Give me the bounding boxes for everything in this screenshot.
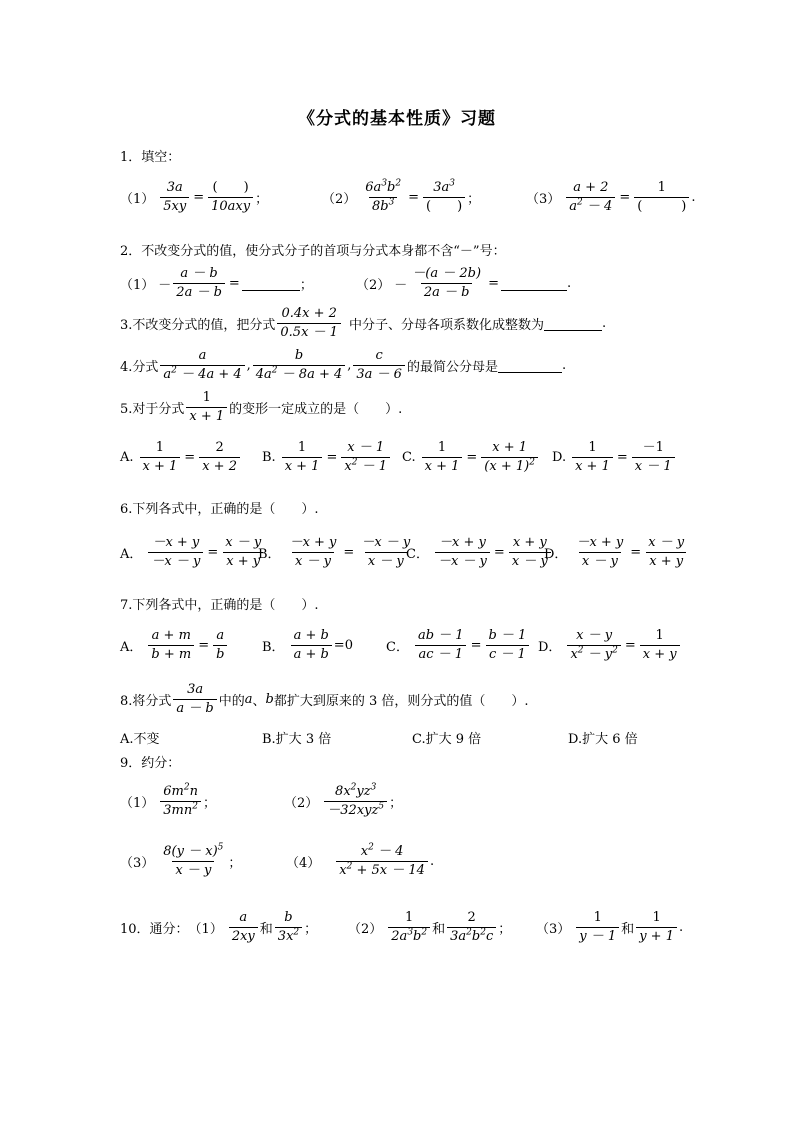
numerator: a [239, 910, 248, 925]
fraction [632, 440, 675, 475]
punctuation: ； [467, 192, 481, 207]
denominator: 3a － 6 [353, 365, 405, 383]
numerator: －x + y [576, 535, 624, 550]
q9-p2-label: （2） [284, 796, 319, 811]
q9-part1 [120, 784, 216, 819]
fraction [253, 348, 345, 383]
equals-sign: = [207, 545, 219, 560]
denominator: y － 1 [576, 927, 619, 945]
fraction [447, 910, 496, 945]
denominator: b + m [148, 645, 194, 663]
punctuation: ； [299, 278, 313, 293]
equals-sign: = [493, 545, 505, 560]
numerator: 1 [297, 440, 307, 455]
equals-sign: = [343, 545, 355, 560]
option-label: C. [402, 450, 416, 465]
option-label: A． [120, 547, 143, 562]
q9-p4-label: （4） [286, 856, 321, 871]
punctuation: . [566, 276, 572, 291]
fraction [409, 266, 484, 301]
denominator: a － b [173, 699, 216, 717]
numerator: a + b [293, 628, 329, 643]
fraction [199, 440, 240, 475]
numerator: 1 [588, 440, 597, 455]
punctuation: ； [228, 856, 242, 871]
q2-p2-label: （2） [356, 278, 391, 293]
numerator: x － 1 [347, 440, 385, 455]
fraction [277, 306, 341, 341]
numerator: 3a [166, 180, 183, 195]
fraction [422, 440, 463, 475]
fraction [160, 180, 189, 215]
q2-p1-label: （1） [120, 278, 155, 293]
q8-option-d[interactable]: D.扩大 6 倍 [568, 732, 638, 747]
denominator: x － 1 [632, 457, 675, 475]
separator: 、 [252, 694, 266, 709]
denominator: x + y [223, 552, 263, 570]
denominator: ac － 1 [415, 645, 466, 663]
fraction [481, 440, 538, 475]
fraction [566, 180, 615, 215]
punctuation: ； [255, 192, 269, 207]
numerator: a + m [151, 628, 191, 643]
q1-p1-label: （1） [120, 192, 155, 207]
q8-text: 8.将分式 [120, 694, 172, 709]
q10 [120, 910, 317, 945]
denominator: $x^2 - y^2$ [567, 645, 620, 663]
fraction [634, 180, 689, 215]
q5-option-d[interactable] [552, 440, 677, 475]
fraction [291, 628, 332, 663]
denominator: x + y [640, 645, 680, 663]
fraction [275, 910, 302, 945]
numerator: －x + y [152, 535, 200, 550]
variable-b: b [265, 692, 274, 707]
numerator: －x + y [289, 535, 337, 550]
option-label: D. [552, 450, 567, 465]
q5-stem [120, 390, 402, 425]
q10-part2 [348, 910, 511, 945]
fraction [636, 910, 677, 945]
equals-sign: = [466, 450, 478, 465]
denominator-blank: ( ) [634, 197, 689, 215]
q6-option-a[interactable] [120, 535, 266, 570]
fraction [362, 180, 404, 215]
fraction [148, 628, 194, 663]
denominator: x － y [509, 552, 551, 570]
numerator: 1 [155, 440, 165, 455]
denominator: x － y [172, 861, 214, 879]
q6-option-d[interactable] [544, 535, 689, 570]
numerator: 2 [215, 440, 224, 455]
option-label: D． [544, 547, 568, 562]
q6-option-c[interactable] [406, 535, 553, 570]
denominator: x + 1 [140, 457, 181, 475]
numerator-base: 3a [433, 180, 450, 195]
numerator-blank: ( ) [212, 180, 249, 195]
option-label: B. [262, 450, 276, 465]
numerator: 1 [652, 910, 661, 925]
denominator: y + 1 [636, 927, 677, 945]
q10-p2-label: （2） [348, 922, 383, 937]
q3 [120, 306, 606, 341]
fraction [341, 440, 390, 475]
q4-text: 4.分式 [120, 360, 159, 375]
punctuation: ； [203, 796, 217, 811]
denominator-base: x [344, 459, 352, 474]
q5-text: 的变形一定成立的是（ ）. [229, 402, 403, 417]
denominator: x － y [579, 552, 621, 570]
numerator: $8x^2yz^3$ [335, 782, 377, 799]
q7-option-d[interactable] [538, 628, 682, 663]
answer-blank[interactable] [544, 316, 602, 331]
numerator: 1 [655, 628, 664, 643]
punctuation: ； [304, 922, 318, 937]
q1-part3 [526, 180, 696, 215]
fraction [567, 628, 620, 663]
fraction [353, 348, 405, 383]
fraction [287, 535, 340, 570]
denominator: 10axy [208, 197, 253, 215]
equals-sign: = [470, 638, 482, 653]
numerator: $6a^3b^2$ [365, 178, 402, 195]
denominator: $a^2 - 4$ [566, 197, 615, 215]
q6-stem: 6.下列各式中，正确的是（ ）. [120, 502, 319, 517]
equals-sign: = [630, 545, 642, 560]
equals-sign: = [193, 190, 205, 205]
minus-sign: － [394, 278, 408, 293]
denominator: $2a^3b^2$ [388, 927, 430, 945]
equals-sign: = [616, 450, 628, 465]
q7-option-c[interactable] [386, 628, 531, 663]
q1-p3-label: （3） [526, 192, 561, 207]
fraction [336, 844, 428, 879]
denominator: 0.5x － 1 [277, 323, 341, 341]
fraction [324, 784, 387, 819]
answer-blank[interactable] [498, 358, 562, 373]
page-title: 《分式的基本性质》习题 [298, 109, 496, 129]
denominator: a + b [291, 645, 332, 663]
q8-stem [120, 682, 529, 717]
denominator: x － y [292, 552, 334, 570]
q2-stem: 2．不改变分式的值，使分式分子的首项与分式本身都不含“－”号： [120, 244, 506, 259]
numerator: b [284, 910, 293, 925]
q6-option-b[interactable] [258, 535, 415, 570]
denominator: $x^2 + 5x - 14$ [336, 861, 428, 879]
numerator: －(a － 2b) [412, 266, 482, 281]
option-label: C． [406, 547, 429, 562]
numerator: 1 [593, 910, 602, 925]
fraction [160, 844, 226, 879]
fraction [645, 535, 687, 570]
fraction [148, 535, 203, 570]
conjunction: 和 [621, 922, 635, 937]
conjunction: 和 [432, 922, 446, 937]
fraction [160, 348, 244, 383]
numerator: b － 1 [488, 628, 527, 643]
q10-p1-label: （1） [188, 922, 223, 937]
equals-sign: = [488, 276, 499, 291]
numerator: 3a [187, 682, 204, 697]
numerator: $6m^2n$ [163, 782, 198, 799]
q2-part2 [356, 266, 571, 301]
denominator: －x － y [435, 552, 490, 570]
q8-text: 都扩大到原来的 3 倍，则分式的值（ ）. [273, 694, 529, 709]
numerator: $3a^3$ [433, 178, 455, 195]
variable-a: a [244, 692, 253, 707]
fraction [572, 440, 613, 475]
denominator: －x － y [148, 552, 203, 570]
numerator: $8(y - x)^5$ [163, 842, 224, 859]
q7-option-b[interactable] [262, 628, 353, 663]
denominator-blank: ( ) [423, 197, 465, 215]
q7-option-a[interactable] [120, 628, 229, 663]
punctuation: . [691, 190, 696, 205]
fraction [229, 910, 258, 945]
denominator: x + y [646, 552, 686, 570]
q4-text: 的最简公分母是 [406, 360, 498, 375]
q8-option-c[interactable]: C.扩大 9 倍 [412, 732, 482, 747]
denominator: 5xy [160, 197, 189, 215]
denominator: x － y [365, 552, 407, 570]
answer-blank[interactable] [242, 276, 300, 291]
denominator: $3mn^2$ [160, 801, 201, 819]
punctuation: . [429, 854, 435, 869]
equals-sign: = [326, 450, 338, 465]
q10-p3-label: （3） [536, 922, 571, 937]
fraction [213, 628, 227, 663]
q9-stem: 9．约分： [120, 756, 181, 771]
equals-sign: = [184, 450, 196, 465]
equation-tail: =0 [333, 638, 353, 653]
fraction [388, 910, 430, 945]
denominator-base: 8b [372, 199, 389, 214]
numerator: a + 2 [573, 180, 609, 195]
equals-sign: = [228, 276, 240, 291]
denominator: x + 2 [199, 457, 240, 475]
denominator: $3x^2$ [275, 927, 302, 945]
q9-part3 [120, 844, 241, 879]
q7-stem: 7.下列各式中，正确的是（ ）. [120, 598, 319, 613]
answer-blank[interactable] [501, 276, 567, 291]
denominator: $4a^2 - 8a + 4$ [253, 365, 345, 383]
fraction [173, 266, 225, 301]
q3-text: 中分子、分母各项系数化成整数为 [348, 318, 544, 333]
denominator: $8b^3$ [369, 197, 397, 215]
option-label: C． [386, 640, 409, 655]
denominator: x + 1 [572, 457, 613, 475]
numerator: 1 [405, 910, 414, 925]
q5-option-b[interactable] [262, 440, 392, 475]
fraction [573, 535, 626, 570]
punctuation: . [561, 358, 567, 373]
fraction [140, 440, 181, 475]
denominator: x + 1 [186, 407, 227, 425]
fraction [173, 682, 216, 717]
q5-text: 5.对于分式 [120, 402, 185, 417]
q8-option-a[interactable]: A.不变 [120, 732, 160, 747]
minus-sign: － [158, 278, 172, 293]
numerator: b [294, 348, 304, 363]
numerator: x + 1 [492, 440, 527, 455]
fraction [640, 628, 680, 663]
denominator: b [213, 645, 227, 663]
fraction [435, 535, 490, 570]
denominator: 2xy [229, 927, 258, 945]
q8-text: 中的 [218, 694, 245, 709]
denominator: $3a^2b^2c$ [447, 927, 496, 945]
numerator: a [216, 628, 225, 643]
denominator: $x^2 - 1$ [341, 457, 390, 475]
q5-option-c[interactable] [402, 440, 540, 475]
option-label: D． [538, 640, 562, 655]
q1-part2 [322, 180, 480, 215]
equals-sign: = [198, 638, 210, 653]
denominator: c － 1 [486, 645, 529, 663]
numerator: 2 [467, 910, 476, 925]
q10-part3 [536, 910, 683, 945]
numerator: c [375, 348, 383, 363]
numerator: －1 [642, 440, 664, 455]
numerator: －x － y [361, 535, 411, 550]
q2-part1 [120, 266, 313, 301]
equals-sign: = [408, 190, 420, 205]
equals-sign: = [624, 638, 636, 653]
conjunction: 和 [259, 922, 273, 937]
q3-text: 3.不改变分式的值，把分式 [120, 318, 276, 333]
numerator: ab － 1 [417, 628, 464, 643]
numerator: 1 [202, 390, 211, 405]
q5-option-a[interactable] [120, 440, 242, 475]
denominator-rest: － 1 [357, 459, 387, 474]
option-label: A. [120, 450, 134, 465]
denominator: 2a － b [421, 283, 473, 301]
fraction [208, 180, 253, 215]
denominator-base: a [569, 199, 578, 214]
numerator: x － y [576, 628, 613, 643]
denominator: $(x + 1)^2$ [481, 457, 538, 475]
numerator: a － b [180, 266, 218, 281]
fraction [576, 910, 619, 945]
q9-part4 [286, 844, 434, 879]
numerator: a [198, 348, 207, 363]
numerator: －x + y [439, 535, 486, 550]
q1-p2-label: （2） [322, 192, 357, 207]
punctuation: ； [498, 922, 512, 937]
fraction [160, 784, 201, 819]
q9-p3-label: （3） [120, 856, 155, 871]
denominator: x + 1 [282, 457, 323, 475]
q8-option-b[interactable]: B.扩大 3 倍 [262, 732, 332, 747]
fraction [186, 390, 227, 425]
fraction [423, 180, 465, 215]
option-label: B． [258, 547, 281, 562]
q10-stem: 10．通分： [120, 922, 189, 937]
q4: 4.分式 $\frac{a}{a^2 - 4a + 4}$ , $\frac{b}{4a^2 - 8a + 4}$ , $\frac{c}{3a - 6}$ 的最简公分母是 . [120, 348, 567, 382]
punctuation: . [601, 316, 607, 331]
option-label: A． [120, 640, 143, 655]
fraction [415, 628, 467, 663]
q9-p1-label: （1） [120, 796, 155, 811]
denominator: x + 1 [422, 457, 463, 475]
equals-sign: = [619, 190, 631, 205]
q1-part1 [120, 180, 268, 215]
denominator-base: (x + 1) [484, 459, 530, 474]
numerator: x + y [512, 535, 547, 550]
punctuation: . [678, 920, 684, 935]
punctuation: ； [389, 796, 403, 811]
fraction [282, 440, 323, 475]
fraction [485, 628, 529, 663]
denominator: －32xyz$^5$ [324, 801, 387, 819]
numerator: 0.4x + 2 [281, 306, 337, 321]
denominator: 2a － b [173, 283, 225, 301]
denominator: $a^2 - 4a + 4$ [160, 365, 244, 383]
option-label: B． [262, 640, 285, 655]
q9-part2 [284, 784, 402, 819]
numerator: 1 [657, 180, 666, 195]
numerator: $x^2 - 4$ [360, 842, 404, 859]
numerator: 1 [437, 440, 447, 455]
numerator: x － y [225, 535, 262, 550]
numerator: x － y [648, 535, 685, 550]
q1-stem: 1．填空： [120, 150, 181, 165]
